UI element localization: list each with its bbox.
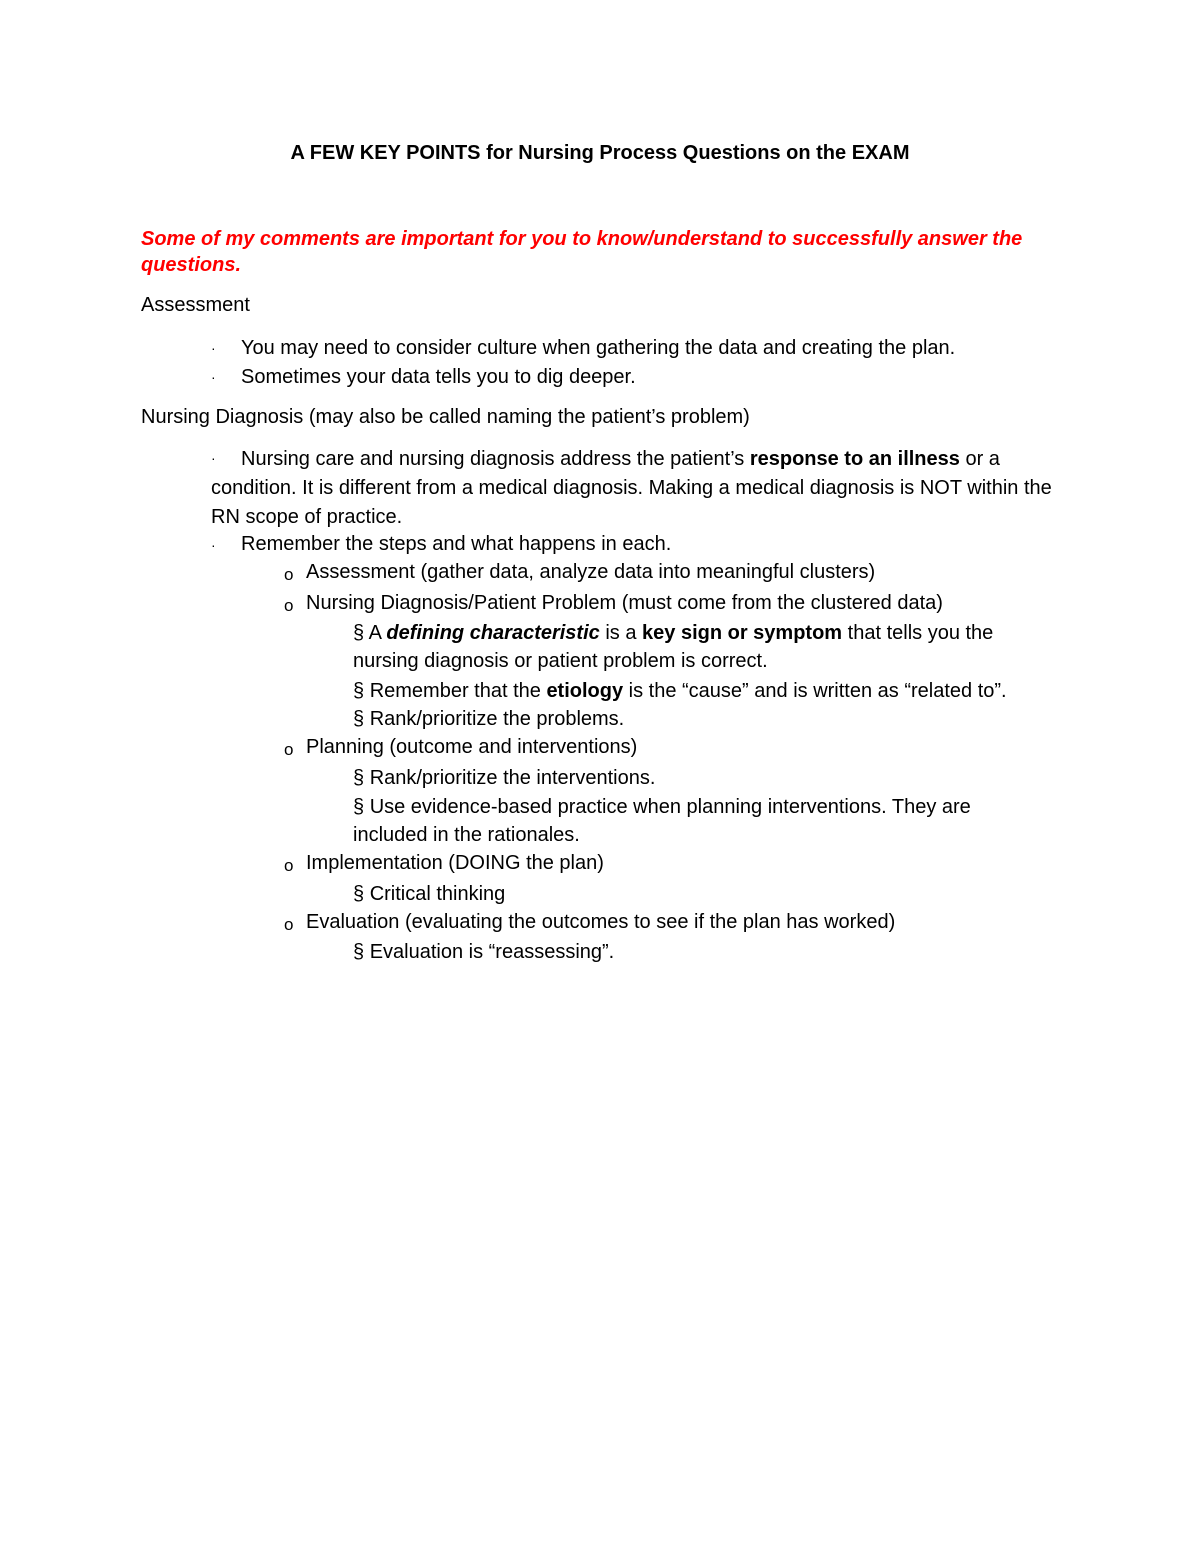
bullet-marker: · — [211, 340, 216, 356]
planning-sub-item-2-cont: included in the rationales. — [353, 824, 580, 846]
step-assessment: Assessment (gather data, analyze data into meaningful clusters) — [306, 561, 876, 583]
sub-bullet-marker: o — [284, 915, 294, 934]
planning-sub-item-1 — [353, 767, 655, 790]
plan-sub1-text: Rank/prioritize the interventions. — [369, 767, 656, 789]
sub1-pre: A — [368, 622, 387, 644]
section-marker: § — [353, 883, 365, 905]
implementation-sub-item-1 — [353, 883, 505, 906]
section-marker: § — [353, 941, 365, 963]
nursing-diagnosis-item-1 — [211, 445, 1071, 532]
section-marker: § — [353, 622, 365, 644]
diagnosis-sub-item-2 — [353, 680, 1007, 703]
section-marker: § — [353, 680, 365, 702]
sub1-bold: key sign or symptom — [642, 622, 843, 644]
sub-bullet-marker: o — [284, 565, 294, 584]
planning-sub-item-2 — [353, 796, 971, 819]
step-planning: Planning (outcome and interventions) — [306, 736, 638, 758]
diagnosis-sub-item-3 — [353, 708, 624, 731]
nursing-diagnosis-item-2: Remember the steps and what happens in each. — [241, 533, 672, 555]
bullet-marker: · — [211, 450, 216, 466]
sub-bullet-marker: o — [284, 856, 294, 875]
section-marker: § — [353, 708, 365, 730]
sub-bullet-marker: o — [284, 740, 294, 759]
sub-bullet-marker: o — [284, 596, 294, 615]
document-title: A FEW KEY POINTS for Nursing Process Questions on the EXAM — [290, 142, 910, 164]
step-evaluation: Evaluation (evaluating the outcomes to see if the plan has worked) — [306, 911, 896, 933]
item1-text-start: Nursing care and nursing diagnosis address the patient’s — [241, 448, 750, 470]
sub1-post: that tells you the — [842, 622, 994, 644]
section-marker: § — [353, 796, 365, 818]
item1-text-end: or a condition. It is different from a medical diagnosis. Making a medical diagnosis is NOT within the RN scope of practice. — [211, 448, 1052, 528]
eval-sub1-text: Evaluation is “reassessing”. — [369, 941, 615, 963]
plan-sub2-text: Use evidence-based practice when planning interventions. They are — [369, 796, 971, 818]
impl-sub1-text: Critical thinking — [369, 883, 506, 905]
bullet-marker: · — [211, 537, 216, 553]
sub1-mid: is a — [599, 622, 643, 644]
assessment-heading: Assessment — [141, 294, 250, 316]
sub3-text: Rank/prioritize the problems. — [369, 708, 625, 730]
step-implementation: Implementation (DOING the plan) — [306, 852, 604, 874]
item1-bold-text: response to an illness — [749, 448, 960, 470]
diagnosis-sub-item-1-cont: nursing diagnosis or patient problem is correct. — [353, 650, 768, 672]
important-note: Some of my comments are important for you to know/understand to successfully answer the questions. — [141, 228, 1023, 276]
bullet-marker: · — [211, 369, 216, 385]
sub2-pre: Remember that the — [369, 680, 547, 702]
sub2-bold: etiology — [546, 680, 624, 702]
nursing-diagnosis-heading: Nursing Diagnosis (may also be called naming the patient’s problem) — [141, 406, 750, 428]
sub1-bold-italic: defining characteristic — [386, 622, 600, 644]
sub2-post: is the “cause” and is written as “related to”. — [623, 680, 1007, 702]
assessment-item-2: Sometimes your data tells you to dig deeper. — [241, 366, 636, 388]
diagnosis-sub-item-1 — [353, 622, 993, 645]
step-nursing-diagnosis: Nursing Diagnosis/Patient Problem (must come from the clustered data) — [306, 592, 943, 614]
assessment-item-1: You may need to consider culture when gathering the data and creating the plan. — [241, 337, 956, 359]
section-marker: § — [353, 767, 365, 789]
evaluation-sub-item-1 — [353, 941, 614, 964]
